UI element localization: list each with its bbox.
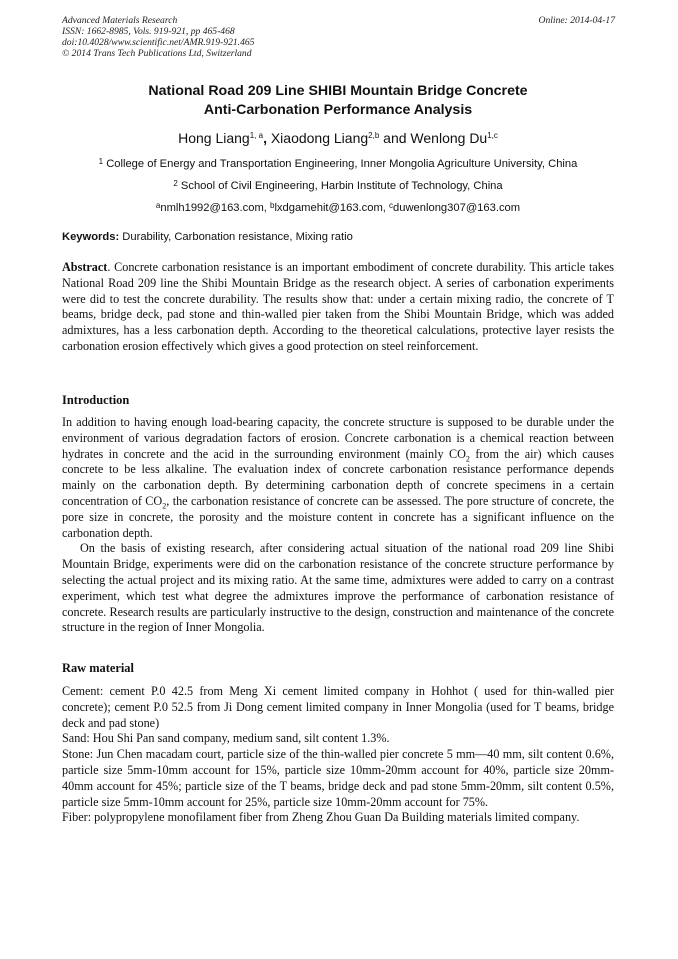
online-date: Online: 2014-04-17	[538, 15, 615, 26]
author-name: Xiaodong Liang	[270, 130, 369, 146]
email-b[interactable]: lxdgamehit@163.com,	[274, 202, 390, 214]
abstract	[62, 260, 614, 355]
email-a[interactable]: nmlh1992@163.com,	[160, 202, 270, 214]
affil-text: School of Civil Engineering, Harbin Institute of Technology, China	[180, 180, 503, 192]
abstract-label: Abstract	[62, 260, 108, 274]
subscript: 2	[465, 454, 470, 464]
affil-sup: 2	[173, 179, 178, 188]
email-line	[62, 201, 614, 215]
journal-header	[62, 15, 254, 59]
intro-p1-part: from the air) which causes concrete to be less alkaline. The evaluation index of concrete carbonation resistance performance depends mainly on the carbonation depth. By determining carbonation depth of concrete specimens in a certain concentration of CO	[62, 446, 614, 508]
title-line-2: Anti-Carbonation Performance Analysis	[203, 102, 473, 118]
introduction-heading: Introduction	[62, 393, 130, 407]
author-list	[62, 129, 614, 147]
affil-sup: 1	[98, 157, 104, 166]
cement-paragraph: Cement: cement P.0 42.5 from Meng Xi cement limited company in Hohhot ( used for thin-walled pier concrete); cement P.0 52.5 from Ji Dong cement limited company in Inner Mongolia (used for T beams, bridge deck and pad stone)	[62, 684, 614, 730]
raw-material-heading: Raw material	[62, 661, 134, 675]
abstract-text: . Concrete carbonation resistance is an important embodiment of concrete durability. This article takes National Road 209 line the Shibi Mountain Bridge as the research object. A series of carbonation experiments were did to test the concrete durability. The results show that: under a certain mixing radio, the concrete of T beams, bridge deck, pad stone and thin-walled pier taken from the Shibi Mountain Bridge, which was added admixtures, has a less carbonation depth. According to the theoretical calculations, protective layer resists the carbonation erosion effectively which gives a good protection on steel reinforcement.	[62, 260, 614, 353]
subscript: 2	[162, 501, 167, 511]
intro-p1-part: , the carbonation resistance of concrete can be assessed. The pore structure of concrete, the pore size in concrete, the porosity and the moisture content in concrete has a significant influence on the carbonation depth.	[62, 493, 615, 540]
author-affil-sup: 1,c	[487, 131, 498, 140]
sand-paragraph: Sand: Hou Shi Pan sand company, medium sand, silt content 1.3%.	[62, 731, 390, 746]
journal-name: Advanced Materials Research	[62, 15, 178, 26]
affil-text: College of Energy and Transportation Engineering, Inner Mongolia Agriculture University, China	[106, 158, 578, 170]
issn-line: ISSN: 1662-8985, Vols. 919-921, pp 465-468	[62, 26, 235, 37]
affiliation-1	[62, 157, 614, 171]
keywords-text: Durability, Carbonation resistance, Mixing ratio	[119, 231, 353, 243]
affiliation-2	[62, 179, 614, 193]
title-line-1: National Road 209 Line SHIBI Mountain Bridge Concrete	[148, 83, 528, 99]
email-sup: b	[269, 201, 275, 210]
paper-title	[62, 82, 614, 120]
raw-material-body	[62, 684, 614, 826]
author-name: Hong Liang	[178, 130, 250, 146]
copyright-line: © 2014 Trans Tech Publications Ltd, Switzerland	[62, 48, 252, 59]
intro-paragraph-2: On the basis of existing research, after considering actual situation of the national road 209 line Shibi Mountain Bridge, experiments were did on the carbonation resistance of the concrete structure performance by selecting the actual project and its mixing ratio. At the same time, admixtures were added to carry on a contrast experiment, which test what degree the admixtures improve the performance of carbonation resistance of concrete. Research results are particularly instructive to the design, construction and maintenance of the concrete structure in the region of Inner Mongolia.	[62, 541, 614, 635]
keywords-label: Keywords:	[62, 231, 120, 243]
author-name: Wenlong Du	[410, 130, 488, 146]
stone-paragraph: Stone: Jun Chen macadam court, particle size of the thin-walled pier concrete 5 mm—40 mm, silt content 0.6%, particle size 5mm-10mm account for 15%, particle size 10mm-20mm account for 40%, particle size 20mm-40mm account for 45%; particle size of the T beams, bridge deck and pad stone 5mm-20mm, silt content 0.5%, particle size 5mm-10mm account for 25%, particle size 10mm-20mm account for 75%.	[62, 747, 614, 809]
keywords-line	[62, 230, 614, 244]
fiber-paragraph: Fiber: polypropylene monofilament fiber from Zheng Zhou Guan Da Building materials limited company.	[62, 810, 580, 825]
email-sup: c	[389, 201, 394, 210]
email-c[interactable]: duwenlong307@163.com	[393, 202, 521, 214]
intro-p1-part: In addition to having enough load-bearing capacity, the concrete structure is supposed to be durable under the environment of various degradation factors of erosion. Concrete carbonation is a chemical reaction between hydrates in concrete and the acid in the surrounding environment (mainly CO	[62, 415, 614, 461]
intro-paragraph-1	[62, 415, 614, 541]
introduction-body	[62, 415, 614, 636]
author-affil-sup: 1, a	[249, 131, 264, 140]
email-sup: a	[155, 201, 161, 210]
doi-line[interactable]: doi:10.4028/www.scientific.net/AMR.919-921.465	[62, 37, 255, 48]
author-separator: and	[379, 130, 411, 146]
author-separator: ,	[263, 130, 271, 146]
author-affil-sup: 2,b	[368, 131, 380, 140]
